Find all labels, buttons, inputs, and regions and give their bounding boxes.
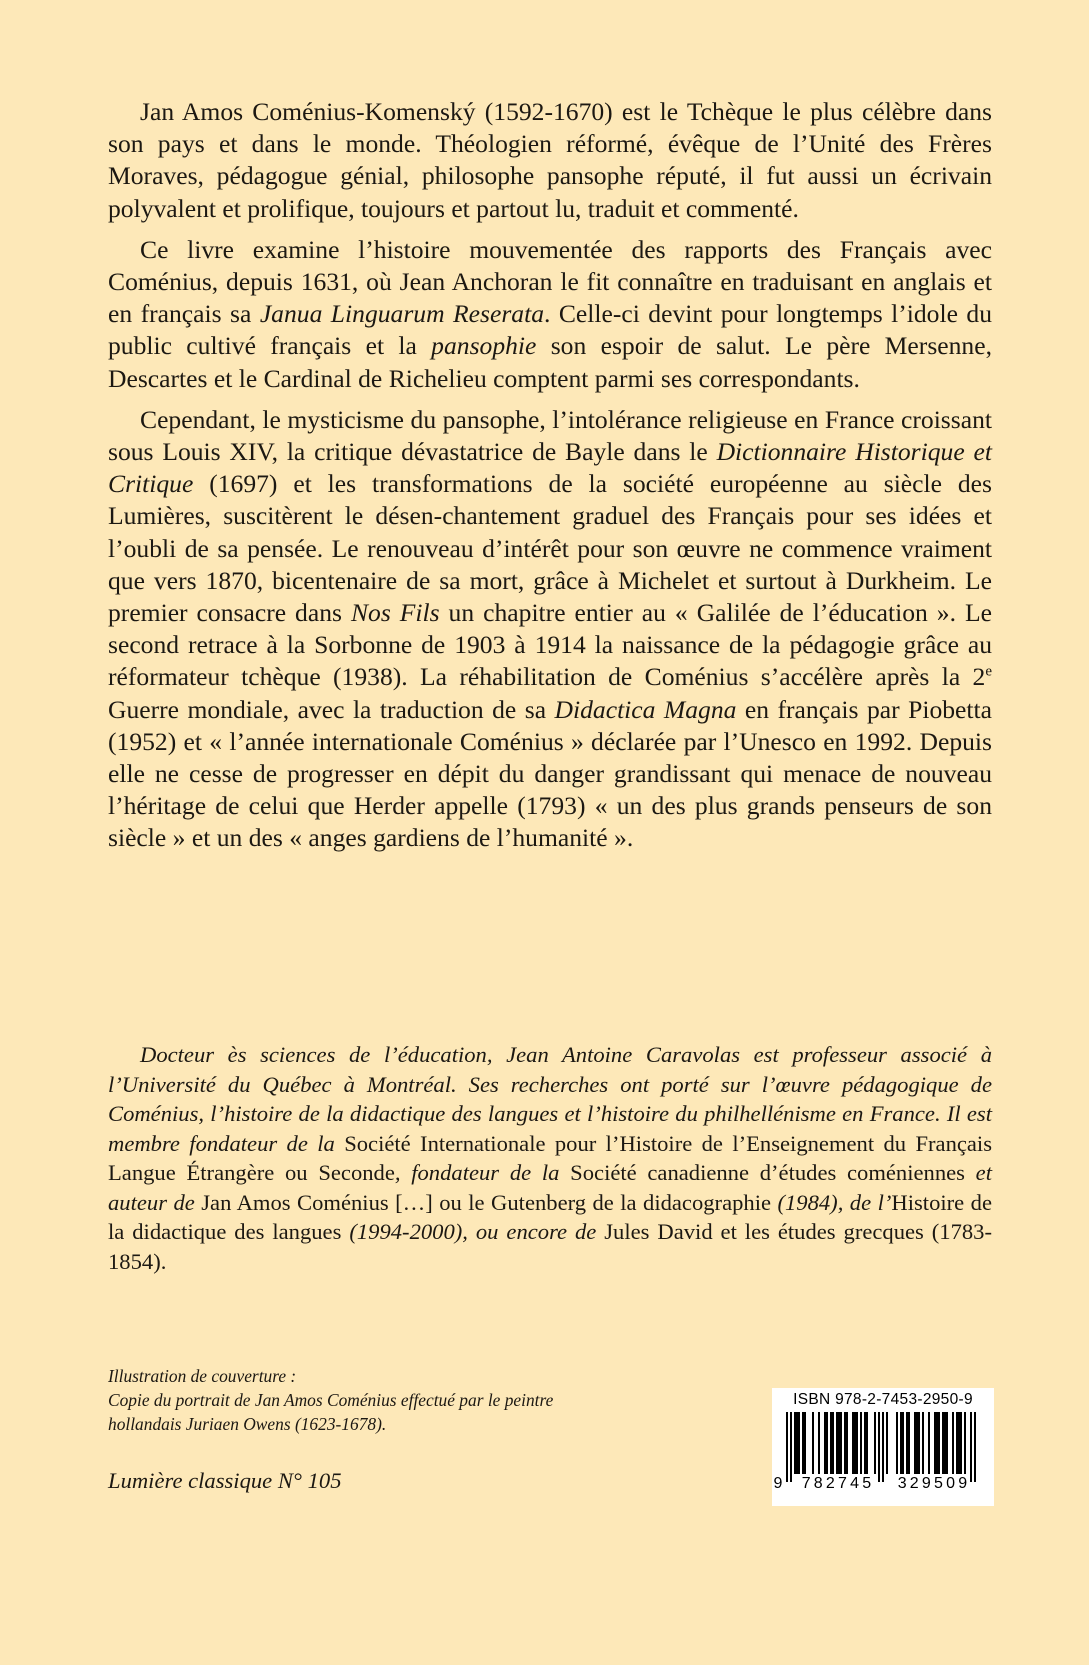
barcode-bar (934, 1412, 936, 1474)
barcode-bar (830, 1412, 832, 1474)
barcode-bar (840, 1412, 842, 1474)
barcode-bar (826, 1412, 828, 1474)
author-bio: Docteur ès sciences de l’éducation, Jean Antoine Caravolas est professeur associé à l’Université du Québec à Montréal. Ses recherches ont porté sur l’œuvre pédagogique de Coménius, l’histoire de la didactique des langues et l’histoire du philhellénisme en France. Il est membre fondateur de la Société Internationale pour l’Histoire de l’Enseignement du Français Langue Étrangère ou Seconde, fondateur de la Société canadienne d’études coméniennes et auteur de Jan Amos Coménius […] ou le Gutenberg de la didacographie (1984), de l’Histoire de la didactique des langues (1994-2000), ou encore de Jules David et les études grecques (1783-1854). (108, 1042, 992, 1274)
barcode-bar (964, 1412, 966, 1474)
isbn-barcode (772, 1388, 994, 1506)
barcode-bar (970, 1412, 972, 1482)
barcode-bar (900, 1412, 902, 1474)
barcode-bar (882, 1412, 884, 1482)
barcode-bar (804, 1412, 806, 1474)
barcode-bar (852, 1412, 854, 1474)
collection-label: Lumière classique N° 105 (108, 1468, 342, 1493)
barcode-bar (824, 1412, 826, 1474)
barcode-digits-left: 782745 (801, 1475, 875, 1492)
isbn-number: ISBN 978-2-7453-2950-9 (793, 1391, 973, 1408)
barcode-digits-right: 329509 (897, 1475, 971, 1492)
illustration-credit (108, 1365, 728, 1436)
barcode-bar (952, 1412, 954, 1474)
barcode-bar (958, 1412, 960, 1474)
barcode-bar (914, 1412, 916, 1474)
barcode-bar (944, 1412, 946, 1474)
barcode-bar (946, 1412, 948, 1474)
barcode-bar (956, 1412, 958, 1474)
barcode-bar (786, 1412, 788, 1482)
barcode-bar (864, 1412, 866, 1474)
illustration-credit-title: Illustration de couverture : (108, 1366, 297, 1386)
barcode-bar (902, 1412, 904, 1474)
barcode-bar (938, 1412, 940, 1474)
barcode-bar (908, 1412, 910, 1474)
barcode-bar (874, 1412, 876, 1474)
barcode-bar (906, 1412, 908, 1474)
barcode-bar (886, 1412, 888, 1474)
barcode-bar (896, 1412, 898, 1474)
barcode-bar (832, 1412, 834, 1474)
barcode-bar (860, 1412, 862, 1474)
barcode-bar (794, 1412, 796, 1474)
barcode-bar (942, 1412, 944, 1474)
barcode-bar (790, 1412, 792, 1482)
barcode-bar (936, 1412, 938, 1474)
barcode-bar (918, 1412, 920, 1474)
barcode-bar (838, 1412, 840, 1474)
book-summary (108, 96, 992, 855)
barcode-bar (802, 1412, 804, 1474)
barcode-bar (846, 1412, 848, 1474)
barcode-digit-first: 9 (773, 1475, 783, 1492)
barcode-bar (796, 1412, 798, 1474)
barcode-bar (922, 1412, 924, 1474)
summary-paragraph-2: Ce livre examine l’histoire mouvementée des rapports des Français avec Coménius, depuis 1631, où Jean Anchoran le fit connaître en traduisant en anglais et en français sa Janua Linguarum Reserata. Celle-ci devint pour longtemps l’idole du public cultivé français et la pansophie son espoir de salut. Le père Mersenne, Descartes et le Cardinal de Richelieu comptent parmi ses correspondants. (108, 234, 992, 393)
barcode-bar (844, 1412, 846, 1474)
barcode-bar (866, 1412, 868, 1474)
illustration-credit-line: hollandais Juriaen Owens (1623-1678). (108, 1413, 387, 1434)
barcode-bar (928, 1412, 930, 1474)
barcode-bar (856, 1412, 858, 1474)
barcode-bar (974, 1412, 976, 1482)
barcode-bar (812, 1412, 814, 1474)
barcode-bar (916, 1412, 918, 1474)
barcode-bar (798, 1412, 800, 1474)
barcode-bar (878, 1412, 880, 1482)
barcode-bar (854, 1412, 856, 1474)
barcode-bar (836, 1412, 838, 1474)
summary-paragraph-3: Cependant, le mysticisme du pansophe, l’intolérance religieuse en France croissant sous Louis XIV, la critique dévastatrice de Bayle dans le Dictionnaire Historique et Critique (1697) et les transformations de la société européenne au siècle des Lumières, suscitèrent le désen-chantement graduel des Français pour ses idées et l’oubli de sa pensée. Le renouveau d’intérêt pour son œuvre ne commence vraiment que vers 1870, bicentenaire de sa mort, grâce à Michelet et surtout à Durkheim. Le premier consacre dans Nos Fils un chapitre entier au « Galilée de l’éducation ». Le second retrace à la Sorbonne de 1903 à 1914 la naissance de la pédagogie grâce au réformateur tchèque (1938). La réhabilitation de Coménius s’accélère après la 2e Guerre mondiale, avec la traduction de sa Didactica Magna en français par Piobetta (1952) et « l’année internationale Coménius » déclarée par l’Unesco en 1992. Depuis elle ne cesse de progresser en dépit du danger grandissant qui menace de nouveau l’héritage de celui que Herder appelle (1793) « un des plus grands penseurs de son siècle » et un des « anges gardiens de l’humanité ». (108, 404, 992, 853)
barcode-bar (818, 1412, 820, 1474)
summary-paragraph-1: Jan Amos Coménius-Komenský (1592-1670) est le Tchèque le plus célèbre dans son pays et dans le monde. Théologien réformé, évêque de l’Unité des Frères Moraves, pédagogue génial, philosophe pansophe réputé, il fut aussi un écrivain polyvalent et prolifique, toujours et partout lu, traduit et commenté. (108, 97, 992, 223)
barcode-bar (960, 1412, 962, 1474)
illustration-credit-line: Copie du portrait de Jan Amos Coménius effectué par le peintre (108, 1389, 554, 1410)
